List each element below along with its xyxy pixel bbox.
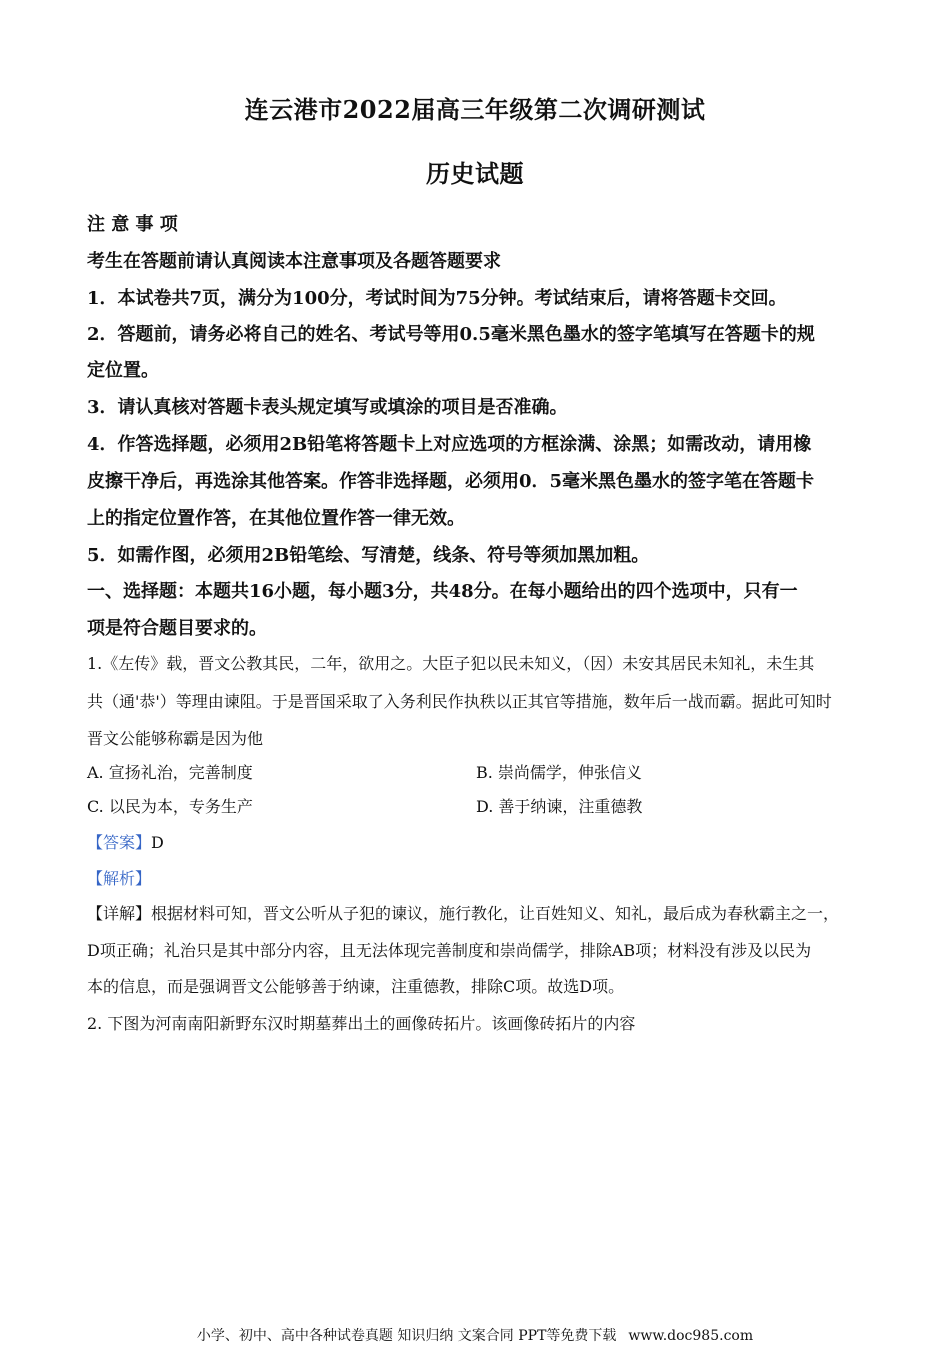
notice-line-1: 1．本试卷共7页，满分为100分，考试时间为75分钟。考试结束后，请将答题卡交回。 bbox=[87, 288, 787, 309]
analysis-tag: 【解析】 bbox=[87, 869, 152, 888]
q1-stem-line-1: 1.《左传》载，晋文公教其民，二年，欲用之。大臣子犯以民未知义，（因）未安其居民未知礼，未生其 bbox=[87, 654, 815, 673]
notice-line-5: 5．如需作图，必须用2B铅笔绘、写清楚，线条、符号等须加黑加粗。 bbox=[87, 545, 650, 566]
answer-value: D bbox=[151, 833, 164, 852]
q1-option-d: D. 善于纳谏，注重德教 bbox=[476, 797, 643, 816]
q1-option-c: C. 以民为本，专务生产 bbox=[87, 797, 253, 816]
section-heading: 一、选择题：本题共16小题，每小题3分，共48分。在每小题给出的四个选项中，只有一 bbox=[87, 581, 798, 602]
notice-line-4-cont2: 上的指定位置作答，在其他位置作答一律无效。 bbox=[87, 508, 465, 529]
answer-tag: 【答案】 bbox=[87, 833, 152, 852]
notice-intro: 考生在答题前请认真阅读本注意事项及各题答题要求 bbox=[87, 251, 501, 272]
footer-url[interactable]: www.doc985.com bbox=[628, 1328, 754, 1344]
page-footer bbox=[0, 1325, 950, 1345]
detail-text-1: 根据材料可知，晋文公听从子犯的谏议，施行教化，让百姓知义、知礼，最后成为春秋霸主之一， bbox=[151, 904, 840, 923]
q1-detail-line-2: D项正确；礼治只是其中部分内容，且无法体现完善制度和崇尚儒学，排除AB项；材料没有涉及以民为 bbox=[87, 941, 812, 960]
q1-analysis-tag bbox=[87, 866, 867, 889]
notice-line-2-cont: 定位置。 bbox=[87, 360, 159, 381]
notice-heading: 注 意 事 项 bbox=[87, 214, 178, 235]
q1-option-a: A. 宣扬礼治，完善制度 bbox=[87, 763, 253, 782]
detail-tag: 【详解】 bbox=[87, 904, 152, 923]
notice-line-2: 2．答题前，请务必将自己的姓名、考试号等用0.5毫米黑色墨水的签字笔填写在答题卡的规 bbox=[87, 324, 815, 345]
q2-stem: 2. 下图为河南南阳新野东汉时期墓葬出土的画像砖拓片。该画像砖拓片的内容 bbox=[87, 1014, 636, 1033]
notice-line-4-cont: 皮擦干净后，再选涂其他答案。作答非选择题，必须用0．5毫米黑色墨水的签字笔在答题卡 bbox=[87, 471, 815, 492]
subject-title: 历史试题 bbox=[426, 159, 524, 188]
q1-answer bbox=[87, 830, 867, 853]
notice-line-4: 4．作答选择题，必须用2B铅笔将答题卡上对应选项的方框涂满、涂黑；如需改动，请用橡 bbox=[87, 434, 812, 455]
q1-stem-line-2: 共（通'恭'）等理由谏阻。于是晋国采取了入务利民作执秩以正其官等措施，数年后一战而霸。据此可知时 bbox=[87, 692, 832, 711]
q1-stem-line-3: 晋文公能够称霸是因为他 bbox=[87, 729, 264, 748]
exam-title: 连云港市2022届高三年级第二次调研测试 bbox=[244, 95, 706, 124]
section-heading-cont: 项是符合题目要求的。 bbox=[87, 618, 267, 639]
notice-line-3: 3．请认真核对答题卡表头规定填写或填涂的项目是否准确。 bbox=[87, 397, 568, 418]
footer-text: 小学、初中、高中各种试卷真题 知识归纳 文案合同 PPT等免费下载 bbox=[196, 1328, 617, 1344]
q1-detail-line-1 bbox=[87, 901, 867, 924]
q1-option-b: B. 崇尚儒学，伸张信义 bbox=[476, 763, 642, 782]
q1-detail-line-3: 本的信息，而是强调晋文公能够善于纳谏，注重德教，排除C项。故选D项。 bbox=[87, 977, 625, 996]
